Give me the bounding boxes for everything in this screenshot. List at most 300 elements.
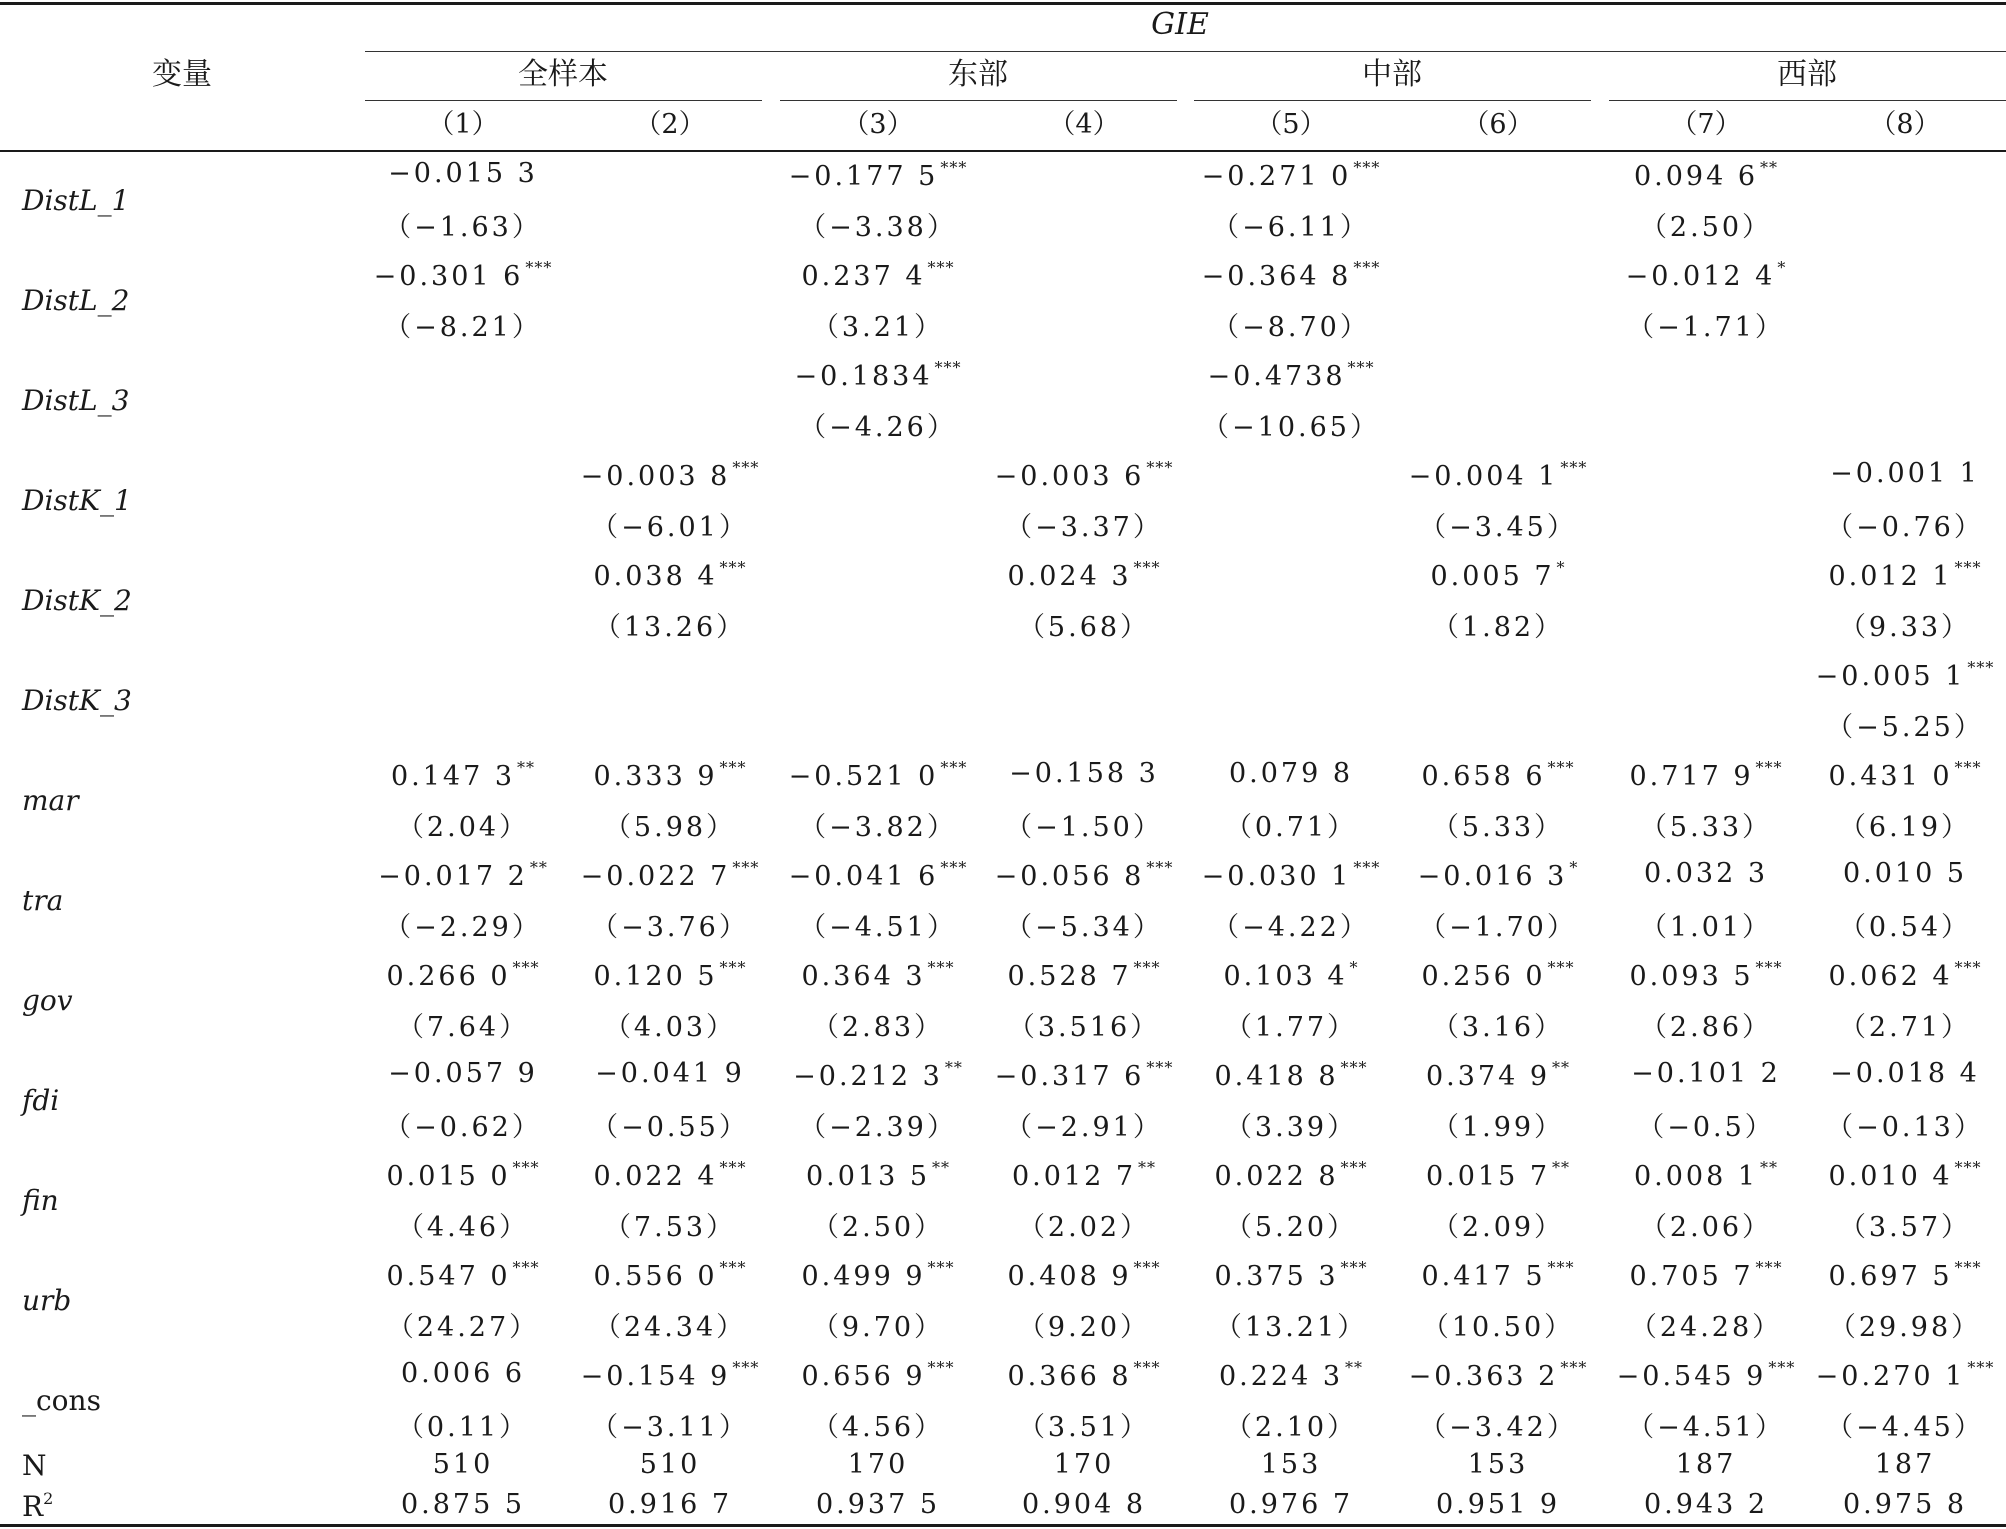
coefficient-value: −0.012 4 bbox=[1625, 261, 1776, 292]
coefficient-cell bbox=[789, 860, 968, 890]
observations-value: 510 bbox=[639, 1449, 701, 1480]
significance-stars: *** bbox=[940, 158, 968, 177]
coefficient-value: −0.016 3 bbox=[1417, 861, 1568, 892]
r-squared-letter: R bbox=[22, 1490, 44, 1523]
coefficient-value: −0.041 9 bbox=[595, 1058, 745, 1089]
coefficient-cell bbox=[386, 1260, 539, 1290]
coefficient-value: 0.366 8 bbox=[1007, 1361, 1132, 1392]
coefficient-cell bbox=[1629, 760, 1782, 790]
variable-name: DistK_1 bbox=[22, 484, 132, 517]
column-header-1: （1） bbox=[427, 109, 499, 140]
coefficient-cell bbox=[581, 860, 760, 890]
coefficient-value: −0.521 0 bbox=[788, 761, 939, 792]
t-statistic: （−0.13） bbox=[1826, 1112, 1984, 1143]
coefficient-value: −0.301 6 bbox=[373, 261, 524, 292]
t-statistic: （7.53） bbox=[603, 1212, 737, 1243]
column-header-5: （5） bbox=[1255, 109, 1327, 140]
coefficient-cell bbox=[1828, 1260, 1981, 1290]
t-statistic: （2.71） bbox=[1838, 1012, 1972, 1043]
coefficient-value: −0.057 9 bbox=[388, 1058, 538, 1089]
coefficient-value: −0.041 6 bbox=[788, 861, 939, 892]
significance-stars: *** bbox=[927, 1258, 955, 1277]
coefficient-value: 0.010 4 bbox=[1828, 1161, 1953, 1192]
t-statistic: （0.71） bbox=[1224, 812, 1358, 843]
coefficient-value: 0.697 5 bbox=[1828, 1261, 1953, 1292]
coefficient-cell bbox=[995, 1060, 1174, 1090]
coefficient-cell bbox=[593, 1260, 746, 1290]
r-squared-value: 0.904 8 bbox=[1021, 1489, 1147, 1520]
t-statistic: （3.21） bbox=[811, 312, 945, 343]
variable-name: fin bbox=[22, 1184, 59, 1217]
coefficient-cell bbox=[1634, 160, 1778, 190]
observations-value: 187 bbox=[1874, 1449, 1936, 1480]
variable-name: DistK_2 bbox=[22, 584, 132, 617]
coefficient-cell bbox=[1219, 1360, 1363, 1390]
t-statistic: （−4.45） bbox=[1826, 1412, 1984, 1443]
t-statistic: （−3.11） bbox=[591, 1412, 749, 1443]
coefficient-cell bbox=[1202, 260, 1381, 290]
coefficient-cell bbox=[801, 960, 954, 990]
significance-stars: * bbox=[1349, 958, 1359, 977]
t-statistic: （2.04） bbox=[396, 812, 530, 843]
variable-name: _cons bbox=[22, 1384, 101, 1417]
coefficient-cell bbox=[1202, 860, 1381, 890]
t-statistic: （−4.51） bbox=[799, 912, 957, 943]
observations-value: 510 bbox=[432, 1449, 494, 1480]
t-statistic: （9.20） bbox=[1017, 1312, 1151, 1343]
gie-span-rule bbox=[365, 51, 2006, 52]
coefficient-cell bbox=[1828, 1160, 1981, 1190]
coefficient-cell bbox=[801, 1360, 954, 1390]
t-statistic: （9.70） bbox=[811, 1312, 945, 1343]
r-squared-value: 0.975 8 bbox=[1842, 1489, 1968, 1520]
coefficient-cell bbox=[593, 560, 746, 590]
group-header-central: 中部 bbox=[1362, 57, 1422, 92]
t-statistic: （29.98） bbox=[1828, 1312, 1982, 1343]
t-statistic: （3.16） bbox=[1431, 1012, 1565, 1043]
significance-stars: *** bbox=[1133, 1358, 1161, 1377]
coefficient-value: 0.022 4 bbox=[593, 1161, 718, 1192]
t-statistic: （−4.51） bbox=[1627, 1412, 1785, 1443]
t-statistic: （1.82） bbox=[1431, 612, 1565, 643]
coefficient-cell bbox=[1007, 560, 1160, 590]
t-statistic: （−6.11） bbox=[1212, 212, 1370, 243]
significance-stars: *** bbox=[525, 258, 553, 277]
t-statistic: （−10.65） bbox=[1202, 412, 1380, 443]
r-squared-label bbox=[22, 1489, 53, 1523]
coefficient-value: 0.528 7 bbox=[1007, 961, 1132, 992]
coefficient-value: 0.008 1 bbox=[1633, 1161, 1759, 1192]
column-header-8: （8） bbox=[1869, 109, 1941, 140]
significance-stars: *** bbox=[1755, 1258, 1783, 1277]
group-rule-west bbox=[1609, 100, 2006, 101]
coefficient-value: 0.656 9 bbox=[801, 1361, 926, 1392]
column-header-4: （4） bbox=[1048, 109, 1120, 140]
t-statistic: （0.11） bbox=[396, 1412, 530, 1443]
coefficient-cell bbox=[1012, 1160, 1156, 1190]
t-statistic: （−3.82） bbox=[799, 812, 957, 843]
coefficient-value: 0.374 9 bbox=[1425, 1061, 1551, 1092]
t-statistic: （2.86） bbox=[1639, 1012, 1773, 1043]
coefficient-value: −0.004 1 bbox=[1408, 461, 1559, 492]
significance-stars: *** bbox=[1340, 1058, 1368, 1077]
coefficient-cell bbox=[1009, 760, 1159, 787]
coefficient-cell bbox=[801, 1260, 954, 1290]
coefficient-cell bbox=[1426, 1160, 1570, 1190]
r-squared-value: 0.916 7 bbox=[607, 1489, 733, 1520]
coefficient-value: 0.705 7 bbox=[1629, 1261, 1754, 1292]
t-statistic: （−0.62） bbox=[384, 1112, 542, 1143]
significance-stars: ** bbox=[1138, 1158, 1157, 1177]
coefficient-value: 0.499 9 bbox=[801, 1261, 926, 1292]
t-statistic: （−8.21） bbox=[384, 312, 542, 343]
coefficient-cell bbox=[1617, 1360, 1796, 1390]
t-statistic: （5.68） bbox=[1017, 612, 1151, 643]
coefficient-cell bbox=[388, 160, 538, 187]
t-statistic: （−0.76） bbox=[1826, 512, 1984, 543]
significance-stars: *** bbox=[732, 1358, 760, 1377]
coefficient-cell bbox=[1214, 1160, 1367, 1190]
coefficient-value: 0.022 8 bbox=[1214, 1161, 1339, 1192]
t-statistic: （2.10） bbox=[1224, 1412, 1358, 1443]
group-rule-east bbox=[780, 100, 1177, 101]
coefficient-value: 0.006 6 bbox=[400, 1358, 526, 1389]
coefficient-cell bbox=[595, 1060, 745, 1087]
coefficient-value: −0.003 6 bbox=[994, 461, 1145, 492]
coefficient-value: 0.256 0 bbox=[1421, 961, 1546, 992]
bottom-rule bbox=[0, 1524, 2006, 1527]
coefficient-value: −0.271 0 bbox=[1201, 161, 1352, 192]
coefficient-value: −0.015 3 bbox=[388, 158, 538, 189]
significance-stars: *** bbox=[1547, 958, 1575, 977]
dependent-variable-header: GIE bbox=[1151, 7, 1209, 42]
t-statistic: （1.77） bbox=[1224, 1012, 1358, 1043]
significance-stars: *** bbox=[1347, 358, 1375, 377]
coefficient-value: 0.147 3 bbox=[390, 761, 516, 792]
r-squared-value: 0.943 2 bbox=[1643, 1489, 1769, 1520]
t-statistic: （0.54） bbox=[1838, 912, 1972, 943]
coefficient-value: 0.015 7 bbox=[1425, 1161, 1551, 1192]
variable-name: tra bbox=[22, 884, 64, 917]
t-statistic: （−1.70） bbox=[1419, 912, 1577, 943]
coefficient-cell bbox=[1631, 1060, 1781, 1087]
coefficient-cell bbox=[793, 1060, 963, 1090]
coefficient-cell bbox=[1629, 960, 1782, 990]
t-statistic: （−3.42） bbox=[1419, 1412, 1577, 1443]
significance-stars: *** bbox=[1146, 1058, 1174, 1077]
coefficient-value: −0.056 8 bbox=[994, 861, 1145, 892]
t-statistic: （−8.70） bbox=[1212, 312, 1370, 343]
observations-value: 153 bbox=[1260, 1449, 1322, 1480]
coefficient-cell bbox=[789, 760, 968, 790]
coefficient-value: 0.224 3 bbox=[1218, 1361, 1344, 1392]
significance-stars: ** bbox=[1760, 158, 1779, 177]
significance-stars: *** bbox=[927, 258, 955, 277]
significance-stars: *** bbox=[732, 858, 760, 877]
coefficient-cell bbox=[1007, 960, 1160, 990]
r-squared-value: 0.976 7 bbox=[1228, 1489, 1354, 1520]
t-statistic: （−5.25） bbox=[1826, 712, 1984, 743]
t-statistic: （−3.45） bbox=[1419, 512, 1577, 543]
t-statistic: （2.83） bbox=[811, 1012, 945, 1043]
significance-stars: *** bbox=[1353, 258, 1381, 277]
significance-stars: ** bbox=[1760, 1158, 1779, 1177]
significance-stars: *** bbox=[1755, 758, 1783, 777]
t-statistic: （−1.71） bbox=[1627, 312, 1785, 343]
coefficient-cell bbox=[378, 860, 548, 890]
coefficient-value: 0.013 5 bbox=[805, 1161, 931, 1192]
coefficient-value: 0.094 6 bbox=[1633, 161, 1759, 192]
coefficient-cell bbox=[995, 860, 1174, 890]
coefficient-cell bbox=[1430, 560, 1565, 590]
coefficient-value: 0.333 9 bbox=[593, 761, 718, 792]
coefficient-cell bbox=[1421, 960, 1574, 990]
variable-name: gov bbox=[22, 984, 73, 1017]
t-statistic: （2.09） bbox=[1431, 1212, 1565, 1243]
t-statistic: （1.99） bbox=[1431, 1112, 1565, 1143]
coefficient-cell bbox=[581, 1360, 760, 1390]
significance-stars: *** bbox=[1755, 958, 1783, 977]
top-rule bbox=[0, 2, 2006, 5]
coefficient-cell bbox=[1828, 960, 1981, 990]
coefficient-cell bbox=[1644, 860, 1768, 887]
significance-stars: ** bbox=[944, 1058, 963, 1077]
coefficient-value: 0.120 5 bbox=[593, 961, 718, 992]
coefficient-cell bbox=[1830, 1060, 1980, 1087]
coefficient-value: 0.547 0 bbox=[386, 1261, 511, 1292]
significance-stars: * bbox=[1556, 558, 1566, 577]
t-statistic: （3.39） bbox=[1224, 1112, 1358, 1143]
t-statistic: （3.51） bbox=[1017, 1412, 1151, 1443]
significance-stars: *** bbox=[1560, 1358, 1588, 1377]
significance-stars: *** bbox=[719, 958, 747, 977]
significance-stars: ** bbox=[932, 1158, 951, 1177]
coefficient-value: −0.212 3 bbox=[793, 1061, 943, 1092]
t-statistic: （−3.76） bbox=[591, 912, 749, 943]
coefficient-cell bbox=[581, 460, 760, 490]
t-statistic: （−2.39） bbox=[799, 1112, 957, 1143]
significance-stars: *** bbox=[940, 758, 968, 777]
coefficient-value: 0.364 3 bbox=[801, 961, 926, 992]
coefficient-value: −0.017 2 bbox=[378, 861, 528, 892]
group-header-east: 东部 bbox=[948, 57, 1008, 92]
significance-stars: *** bbox=[512, 958, 540, 977]
t-statistic: （−0.5） bbox=[1637, 1112, 1775, 1143]
t-statistic: （−1.63） bbox=[384, 212, 542, 243]
coefficient-value: 0.093 5 bbox=[1629, 961, 1754, 992]
significance-stars: ** bbox=[1552, 1158, 1571, 1177]
coefficient-value: −0.1834 bbox=[794, 361, 933, 392]
coefficient-value: 0.032 3 bbox=[1643, 858, 1769, 889]
significance-stars: * bbox=[1777, 258, 1787, 277]
t-statistic: （3.57） bbox=[1838, 1212, 1972, 1243]
t-statistic: （6.19） bbox=[1838, 812, 1972, 843]
coefficient-cell bbox=[1223, 960, 1358, 990]
t-statistic: （−4.22） bbox=[1212, 912, 1370, 943]
coefficient-value: 0.038 4 bbox=[593, 561, 718, 592]
coefficient-value: 0.417 5 bbox=[1421, 1261, 1546, 1292]
significance-stars: ** bbox=[1345, 1358, 1364, 1377]
variable-name: DistL_3 bbox=[22, 384, 130, 417]
coefficient-value: 0.005 7 bbox=[1430, 561, 1555, 592]
group-rule-full-sample bbox=[365, 100, 762, 101]
coefficient-value: −0.018 4 bbox=[1830, 1058, 1980, 1089]
coefficient-cell bbox=[1816, 660, 1995, 690]
t-statistic: （−2.91） bbox=[1005, 1112, 1163, 1143]
significance-stars: *** bbox=[927, 1358, 955, 1377]
coefficient-value: 0.103 4 bbox=[1223, 961, 1348, 992]
column-header-2: （2） bbox=[634, 109, 706, 140]
coefficient-value: −0.270 1 bbox=[1815, 1361, 1966, 1392]
observations-value: 187 bbox=[1675, 1449, 1737, 1480]
t-statistic: （24.28） bbox=[1629, 1312, 1783, 1343]
coefficient-cell bbox=[388, 1060, 538, 1087]
significance-stars: *** bbox=[719, 1158, 747, 1177]
t-statistic: （−0.55） bbox=[591, 1112, 749, 1143]
r-squared-superscript: 2 bbox=[43, 1489, 54, 1508]
significance-stars: ** bbox=[517, 758, 536, 777]
significance-stars: *** bbox=[1967, 1358, 1995, 1377]
coefficient-cell bbox=[401, 1360, 525, 1387]
coefficient-value: −0.177 5 bbox=[788, 161, 939, 192]
r-squared-value: 0.951 9 bbox=[1435, 1489, 1561, 1520]
significance-stars: *** bbox=[1353, 158, 1381, 177]
significance-stars: *** bbox=[719, 1258, 747, 1277]
significance-stars: *** bbox=[1560, 458, 1588, 477]
coefficient-value: 0.266 0 bbox=[386, 961, 511, 992]
t-statistic: （9.33） bbox=[1838, 612, 1972, 643]
variable-name: DistL_2 bbox=[22, 284, 130, 317]
significance-stars: *** bbox=[1954, 958, 1982, 977]
observations-value: 153 bbox=[1467, 1449, 1529, 1480]
coefficient-cell bbox=[1409, 460, 1588, 490]
coefficient-value: −0.363 2 bbox=[1408, 1361, 1559, 1392]
significance-stars: *** bbox=[1146, 458, 1174, 477]
column-header-3: （3） bbox=[842, 109, 914, 140]
significance-stars: *** bbox=[1954, 1158, 1982, 1177]
coefficient-value: 0.012 1 bbox=[1828, 561, 1953, 592]
significance-stars: *** bbox=[732, 458, 760, 477]
t-statistic: （24.34） bbox=[593, 1312, 747, 1343]
group-rule-central bbox=[1194, 100, 1591, 101]
t-statistic: （5.98） bbox=[603, 812, 737, 843]
t-statistic: （5.20） bbox=[1224, 1212, 1358, 1243]
significance-stars: *** bbox=[934, 358, 962, 377]
significance-stars: ** bbox=[1552, 1058, 1571, 1077]
column-header-6: （6） bbox=[1462, 109, 1534, 140]
coefficient-value: −0.005 1 bbox=[1815, 661, 1966, 692]
significance-stars: *** bbox=[940, 858, 968, 877]
t-statistic: （3.516） bbox=[1007, 1012, 1161, 1043]
observations-value: 170 bbox=[1053, 1449, 1115, 1480]
coefficient-value: 0.556 0 bbox=[593, 1261, 718, 1292]
t-statistic: （2.50） bbox=[811, 1212, 945, 1243]
group-header-full-sample: 全样本 bbox=[518, 57, 608, 92]
coefficient-value: 0.015 0 bbox=[386, 1161, 511, 1192]
coefficient-cell bbox=[801, 260, 954, 290]
t-statistic: （4.03） bbox=[603, 1012, 737, 1043]
t-statistic: （7.64） bbox=[396, 1012, 530, 1043]
significance-stars: *** bbox=[1954, 758, 1982, 777]
coefficient-cell bbox=[1830, 460, 1980, 487]
coefficient-cell bbox=[1007, 1260, 1160, 1290]
coefficient-value: 0.375 3 bbox=[1214, 1261, 1339, 1292]
t-statistic: （1.01） bbox=[1639, 912, 1773, 943]
coefficient-cell bbox=[1426, 1060, 1570, 1090]
coefficient-cell bbox=[593, 960, 746, 990]
significance-stars: *** bbox=[1547, 758, 1575, 777]
coefficient-value: −0.4738 bbox=[1207, 361, 1346, 392]
significance-stars: * bbox=[1569, 858, 1579, 877]
significance-stars: *** bbox=[1768, 1358, 1796, 1377]
coefficient-cell bbox=[1629, 1260, 1782, 1290]
significance-stars: *** bbox=[1967, 658, 1995, 677]
coefficient-value: −0.022 7 bbox=[580, 861, 731, 892]
t-statistic: （−4.26） bbox=[799, 412, 957, 443]
t-statistic: （−2.29） bbox=[384, 912, 542, 943]
significance-stars: *** bbox=[1340, 1158, 1368, 1177]
significance-stars: *** bbox=[1133, 958, 1161, 977]
variable-name: fdi bbox=[22, 1084, 60, 1117]
coefficient-cell bbox=[1007, 1360, 1160, 1390]
coefficient-value: 0.408 9 bbox=[1007, 1261, 1132, 1292]
coefficient-cell bbox=[1214, 1260, 1367, 1290]
significance-stars: *** bbox=[512, 1258, 540, 1277]
coefficient-cell bbox=[1626, 260, 1787, 290]
variable-name: urb bbox=[22, 1284, 72, 1317]
significance-stars: *** bbox=[719, 558, 747, 577]
coefficient-cell bbox=[1843, 860, 1967, 887]
coefficient-value: 0.658 6 bbox=[1421, 761, 1546, 792]
t-statistic: （2.02） bbox=[1017, 1212, 1151, 1243]
coefficient-value: 0.079 8 bbox=[1228, 758, 1354, 789]
significance-stars: *** bbox=[719, 758, 747, 777]
coefficient-value: 0.418 8 bbox=[1214, 1061, 1339, 1092]
coefficient-value: 0.237 4 bbox=[801, 261, 926, 292]
group-header-west: 西部 bbox=[1777, 57, 1837, 92]
coefficient-value: 0.062 4 bbox=[1828, 961, 1953, 992]
coefficient-cell bbox=[995, 460, 1174, 490]
observations-label: N bbox=[22, 1449, 47, 1482]
coefficient-value: 0.010 5 bbox=[1842, 858, 1968, 889]
coefficient-value: −0.158 3 bbox=[1009, 758, 1159, 789]
t-statistic: （−3.38） bbox=[799, 212, 957, 243]
coefficient-cell bbox=[1207, 360, 1374, 390]
coefficient-cell bbox=[1229, 760, 1353, 787]
coefficient-value: −0.154 9 bbox=[580, 1361, 731, 1392]
coefficient-value: −0.030 1 bbox=[1201, 861, 1352, 892]
variable-name: DistL_1 bbox=[22, 184, 130, 217]
observations-value: 170 bbox=[847, 1449, 909, 1480]
significance-stars: *** bbox=[1133, 1258, 1161, 1277]
coefficient-cell bbox=[1409, 1360, 1588, 1390]
t-statistic: （24.27） bbox=[386, 1312, 540, 1343]
coefficient-cell bbox=[1202, 160, 1381, 190]
t-statistic: （−1.50） bbox=[1005, 812, 1163, 843]
coefficient-value: −0.545 9 bbox=[1616, 1361, 1767, 1392]
significance-stars: ** bbox=[529, 858, 548, 877]
coefficient-value: −0.101 2 bbox=[1631, 1058, 1781, 1089]
coefficient-value: 0.012 7 bbox=[1011, 1161, 1137, 1192]
t-statistic: （13.26） bbox=[593, 612, 747, 643]
coefficient-cell bbox=[593, 1160, 746, 1190]
significance-stars: *** bbox=[1954, 558, 1982, 577]
t-statistic: （−6.01） bbox=[591, 512, 749, 543]
coefficient-cell bbox=[1634, 1160, 1778, 1190]
coefficient-value: −0.003 8 bbox=[580, 461, 731, 492]
coefficient-cell bbox=[1214, 1060, 1367, 1090]
coefficient-cell bbox=[1421, 760, 1574, 790]
